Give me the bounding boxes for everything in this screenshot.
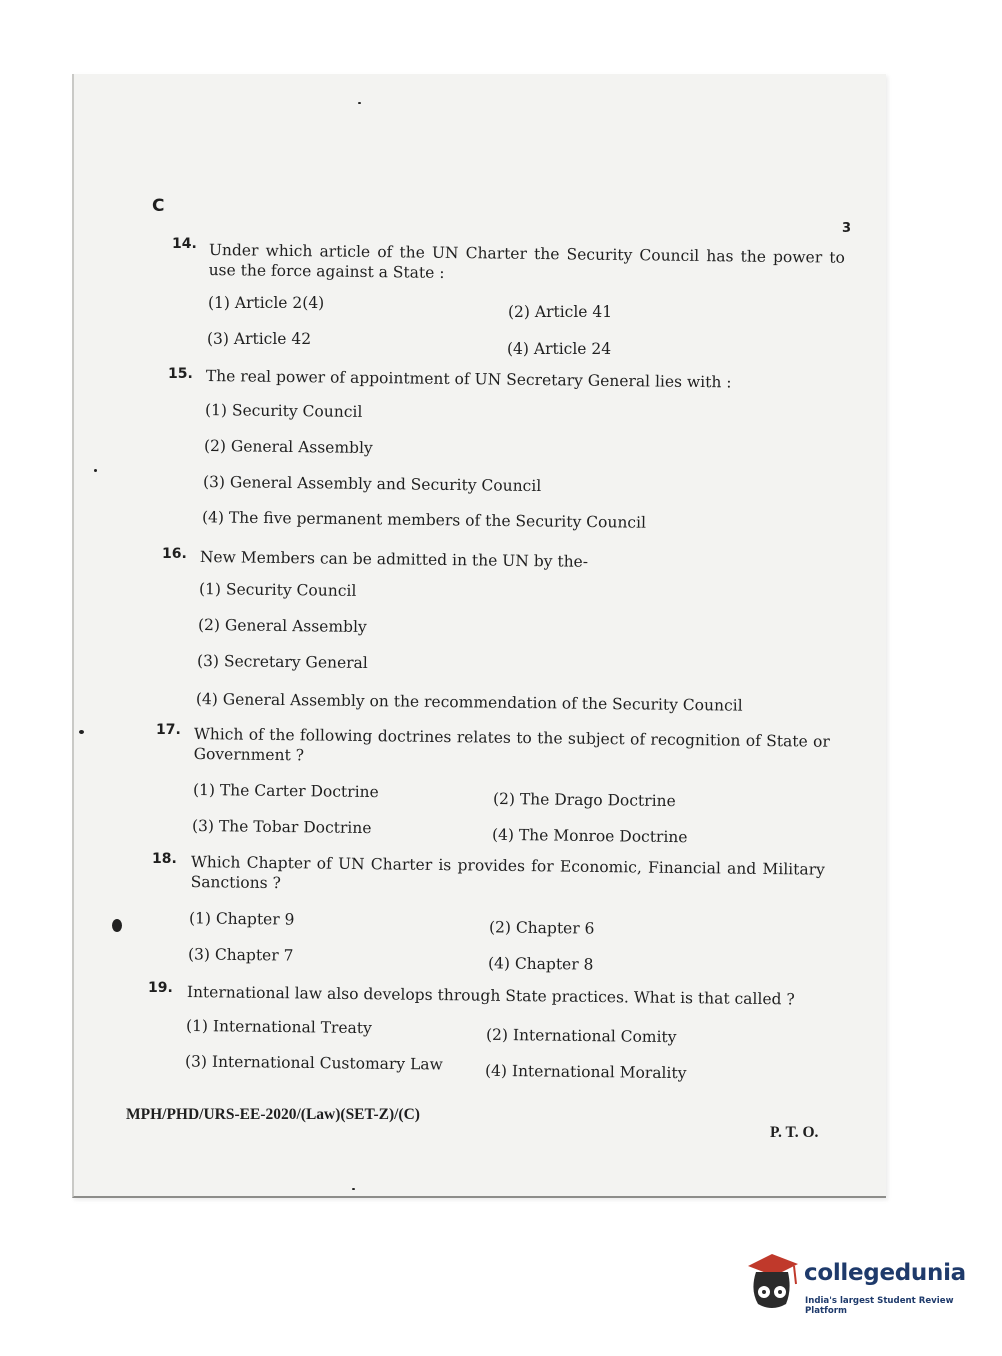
option-1: (1) The Carter Doctrine bbox=[192, 780, 379, 802]
question-number: 16. bbox=[162, 546, 187, 562]
option-1: (1) Security Council bbox=[204, 401, 363, 421]
option-2: (2) General Assembly bbox=[197, 615, 367, 637]
option-4: (4) Article 24 bbox=[507, 340, 612, 358]
page-number: 3 bbox=[842, 221, 852, 236]
question-number: 15. bbox=[168, 366, 193, 382]
option-3: (3) Secretary General bbox=[196, 651, 368, 673]
option-2: (2) Article 41 bbox=[508, 303, 613, 321]
option-3: (3) Chapter 7 bbox=[187, 945, 294, 965]
question-text: Under which article of the UN Charter the Security Council has the power to use the force against a State : bbox=[208, 240, 845, 282]
scan-speck bbox=[79, 730, 84, 734]
question-number: 19. bbox=[148, 980, 173, 996]
scan-speck bbox=[358, 102, 361, 104]
question-text: New Members can be admitted in the UN by the- bbox=[199, 547, 589, 571]
option-2: (2) Chapter 6 bbox=[488, 918, 595, 938]
option-4: (4) The five permanent members of the Security Council bbox=[201, 508, 647, 532]
question-number: 17. bbox=[156, 722, 181, 738]
brand-name: collegedunia bbox=[804, 1260, 966, 1286]
question-text: International law also develops through State practices. What is that called ? bbox=[186, 982, 795, 1009]
set-letter: C bbox=[152, 196, 165, 216]
student-mascot-icon bbox=[742, 1250, 800, 1312]
option-1: (1) Security Council bbox=[198, 580, 357, 600]
option-3: (3) International Customary Law bbox=[184, 1052, 443, 1074]
option-1: (1) Article 2(4) bbox=[208, 294, 325, 312]
option-4: (4) General Assembly on the recommendation of the Security Council bbox=[195, 690, 743, 715]
option-4: (4) International Morality bbox=[484, 1061, 687, 1083]
option-2: (2) General Assembly bbox=[203, 436, 373, 458]
collegedunia-logo bbox=[742, 1250, 972, 1320]
option-3: (3) General Assembly and Security Council bbox=[202, 472, 542, 496]
question-number: 18. bbox=[152, 851, 177, 867]
paper-code: MPH/PHD/URS-EE-2020/(Law)(SET-Z)/(C) bbox=[126, 1106, 420, 1123]
option-3: (3) Article 42 bbox=[207, 330, 312, 348]
brand-tagline: India's largest Student Review Platform bbox=[805, 1296, 954, 1316]
option-1: (1) Chapter 9 bbox=[188, 909, 295, 929]
option-2: (2) International Comity bbox=[485, 1025, 677, 1047]
scan-speck bbox=[352, 1188, 355, 1190]
question-text: Which of the following doctrines relates to the subject of recognition of State or Government ? bbox=[193, 724, 830, 765]
option-3: (3) The Tobar Doctrine bbox=[191, 816, 372, 838]
option-4: (4) Chapter 8 bbox=[487, 954, 594, 974]
page-turn-over: P. T. O. bbox=[770, 1124, 819, 1141]
option-4: (4) The Monroe Doctrine bbox=[491, 825, 688, 847]
option-1: (1) International Treaty bbox=[185, 1016, 372, 1038]
question-text: Which Chapter of UN Charter is provides for Economic, Financial and Military Sanctions ? bbox=[190, 852, 825, 893]
question-text: The real power of appointment of UN Secretary General lies with : bbox=[205, 366, 732, 392]
scan-speck bbox=[112, 919, 122, 932]
option-2: (2) The Drago Doctrine bbox=[492, 789, 676, 811]
scan-speck bbox=[94, 469, 97, 472]
question-number: 14. bbox=[172, 236, 197, 252]
